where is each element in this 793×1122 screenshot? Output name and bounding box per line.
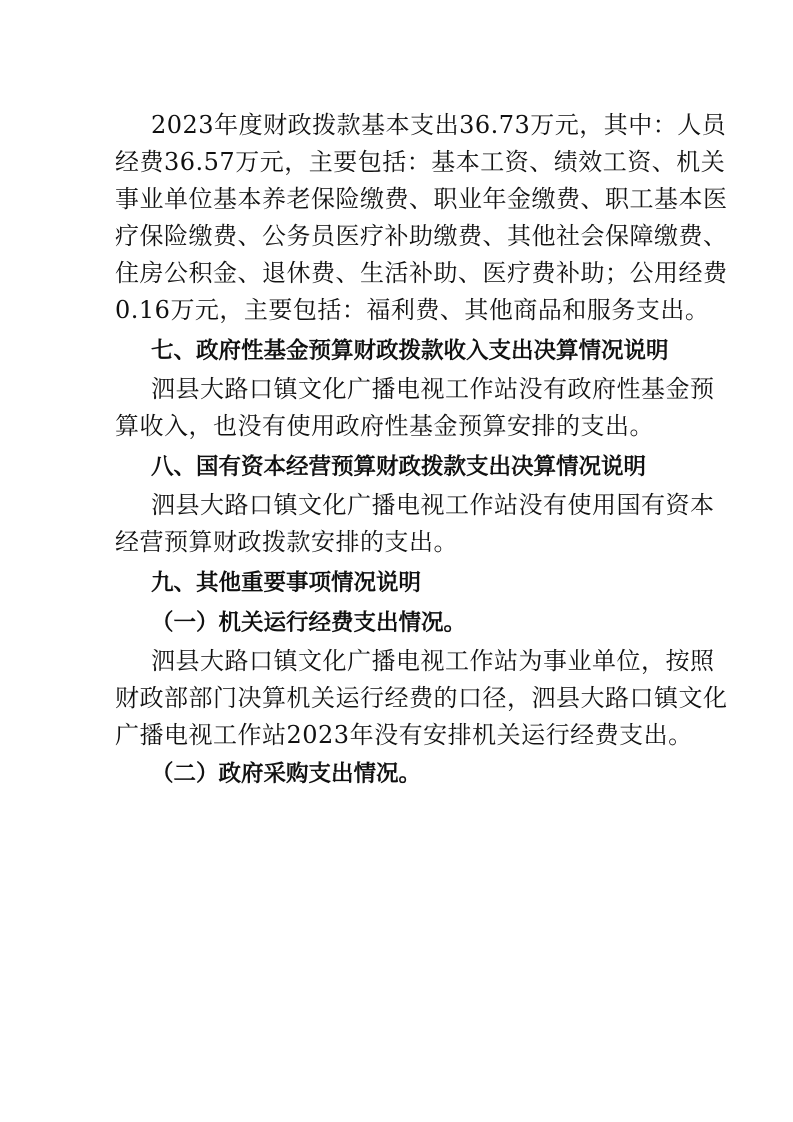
section-heading-7: 七、政府性基金预算财政拨款收入支出决算情况说明 bbox=[151, 338, 669, 364]
paragraph-line: 住房公积金、退休费、生活补助、医疗费补助；公用经费 bbox=[115, 259, 728, 287]
paragraph-line: 疗保险缴费、公务员医疗补助缴费、其他社会保障缴费、 bbox=[115, 222, 728, 250]
paragraph-line: 经营预算财政拨款安排的支出。 bbox=[115, 528, 458, 556]
subsection-heading-procurement: （二）政府采购支出情况。 bbox=[151, 761, 422, 787]
paragraph-line: 泗县大路口镇文化广播电视工作站没有政府性基金预 bbox=[151, 375, 715, 403]
paragraph-line: 事业单位基本养老保险缴费、职业年金缴费、职工基本医 bbox=[115, 185, 728, 213]
section-heading-9: 九、其他重要事项情况说明 bbox=[151, 570, 422, 596]
paragraph-line: 算收入，也没有使用政府性基金预算安排的支出。 bbox=[115, 412, 654, 440]
subsection-heading-operating-expenses: （一）机关运行经费支出情况。 bbox=[151, 610, 467, 636]
paragraph-line: 2023年度财政拨款基本支出36.73万元，其中：人员 bbox=[151, 111, 727, 139]
paragraph-line: 广播电视工作站2023年没有安排机关运行经费支出。 bbox=[115, 721, 693, 749]
paragraph-line: 财政部部门决算机关运行经费的口径，泗县大路口镇文化 bbox=[115, 684, 728, 712]
section-heading-8: 八、国有资本经营预算财政拨款支出决算情况说明 bbox=[151, 454, 647, 480]
paragraph-line: 泗县大路口镇文化广播电视工作站没有使用国有资本 bbox=[151, 491, 715, 519]
paragraph-basic-expenditure bbox=[115, 107, 728, 329]
section-8-paragraph bbox=[115, 487, 715, 561]
paragraph-line: 泗县大路口镇文化广播电视工作站为事业单位，按照 bbox=[151, 647, 715, 675]
subsection-operating-expenses-paragraph bbox=[115, 643, 728, 754]
section-7-paragraph bbox=[115, 371, 715, 445]
document-page bbox=[115, 107, 728, 794]
paragraph-line: 0.16万元，主要包括：福利费、其他商品和服务支出。 bbox=[115, 296, 710, 324]
paragraph-line: 经费36.57万元，主要包括：基本工资、绩效工资、机关 bbox=[115, 148, 726, 176]
